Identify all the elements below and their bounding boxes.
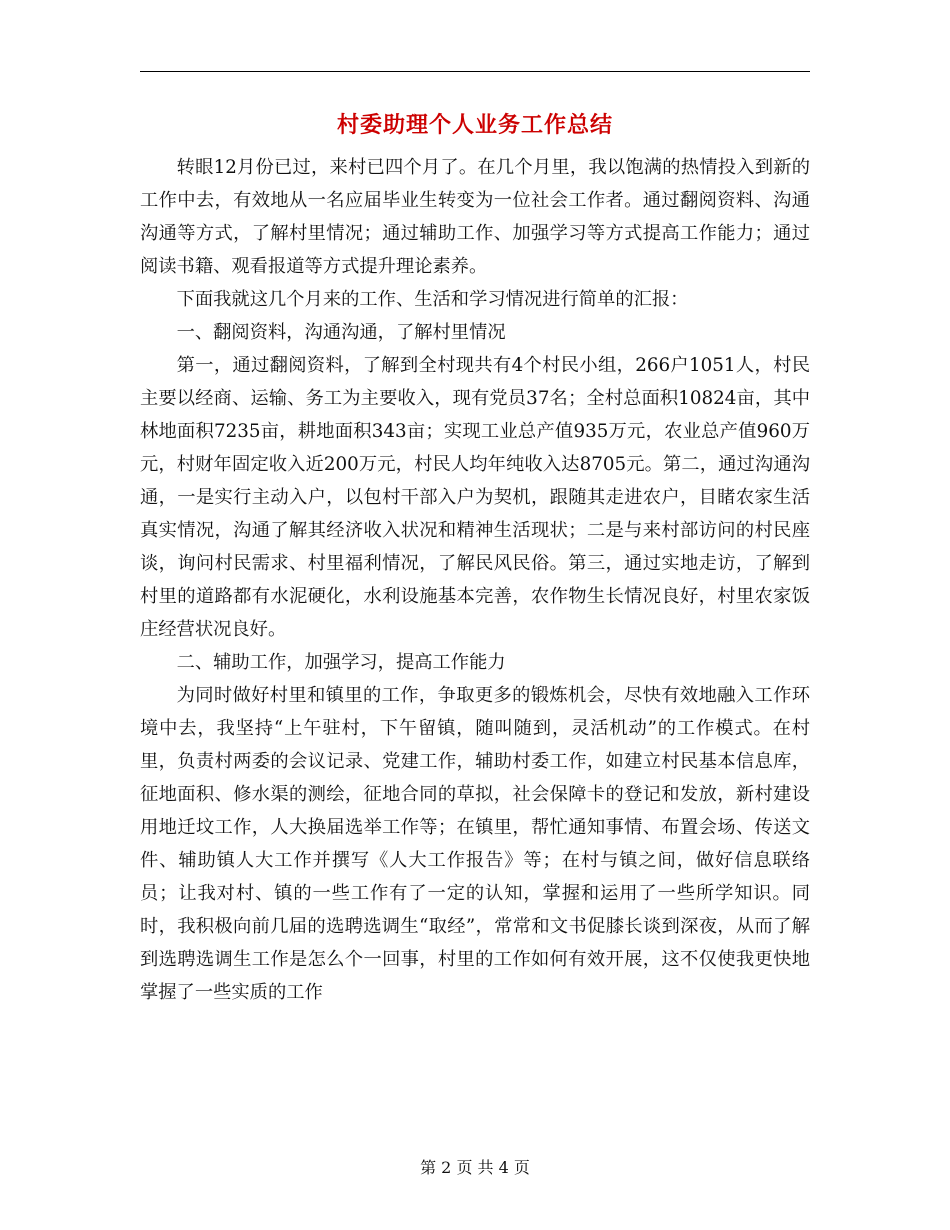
document-body (140, 151, 810, 1009)
paragraph: 转眼12月份已过，来村已四个月了。在几个月里，我以饱满的热情投入到新的工作中去，有效地从一名应届毕业生转变为一位社会工作者。通过翻阅资料、沟通沟通等方式，了解村里情况；通过辅助工作、加强学习等方式提高工作能力；通过阅读书籍、观看报道等方式提升理论素养。 (140, 157, 810, 277)
document-title: 村委助理个人业务工作总结 (336, 112, 613, 138)
paragraph: 下面我就这几个月来的工作、生活和学习情况进行简单的汇报： (176, 289, 689, 310)
section-heading: 二、辅助工作，加强学习，提高工作能力 (176, 652, 506, 673)
header-rule (140, 71, 810, 72)
page-number-footer: 第 2 页 共 4 页 (420, 1158, 530, 1177)
paragraph: 为同时做好村里和镇里的工作，争取更多的锻炼机会，尽快有效地融入工作环境中去，我坚持“上午驻村，下午留镇，随叫随到，灵活机动”的工作模式。在村里，负责村两委的会议记录、党建工作，辅助村委工作，如建立村民基本信息库，征地面积、修水渠的测绘，征地合同的草拟，社会保障卡的登记和发放，新村建设用地迁坟工作，人大换届选举工作等；在镇里，帮忙通知事情、布置会场、传送文件、辅助镇人大工作并撰写《人大工作报告》等；在村与镇之间，做好信息联络员；让我对村、镇的一些工作有了一定的认知，掌握和运用了一些所学知识。同时，我积极向前几届的选聘选调生“取经”，常常和文书促膝长谈到深夜，从而了解到选聘选调生工作是怎么个一回事，村里的工作如何有效开展，这不仅使我更快地掌握了一些实质的工作 (140, 685, 810, 1003)
paragraph: 第一，通过翻阅资料，了解到全村现共有4个村民小组，266户1051人，村民主要以经商、运输、务工为主要收入，现有党员37名；全村总面积10824亩，其中林地面积7235亩，耕地面积343亩；实现工业总产值935万元，农业总产值960万元，村财年固定收入近200万元，村民人均年纯收入达8705元。第二，通过沟通沟通，一是实行主动入户，以包村干部入户为契机，跟随其走进农户，目睹农家生活真实情况，沟通了解其经济收入状况和精神生活现状；二是与来村部访问的村民座谈，询问村民需求、村里福利情况，了解民风民俗。第三，通过实地走访，了解到村里的道路都有水泥硬化，水利设施基本完善，农作物生长情况良好，村里农家饭庄经营状况良好。 (140, 355, 810, 640)
section-heading: 一、翻阅资料，沟通沟通，了解村里情况 (176, 322, 506, 343)
